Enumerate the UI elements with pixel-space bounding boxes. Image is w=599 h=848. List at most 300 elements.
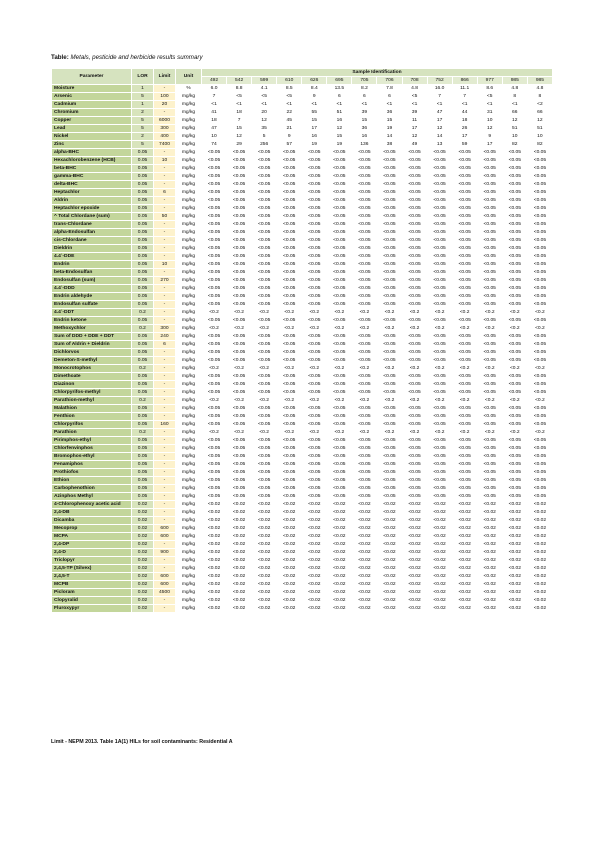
parameter-cell: alpha-Endosulfan (52, 229, 132, 237)
parameter-cell: 2,4-DB (52, 509, 132, 517)
result-cell: <0.05 (477, 253, 502, 261)
result-cell: <0.05 (277, 229, 302, 237)
lor-cell: 0.05 (132, 389, 154, 397)
result-cell: 16 (327, 117, 352, 125)
result-cell: <0.02 (452, 533, 477, 541)
unit-cell: mg/kg (176, 133, 202, 141)
lor-cell: 0.02 (132, 533, 154, 541)
result-cell: <0.05 (402, 469, 427, 477)
parameter-cell: Chlorpyrifos-methyl (52, 389, 132, 397)
result-cell: <0.05 (252, 485, 277, 493)
result-cell: <0.05 (502, 381, 527, 389)
result-cell: <0.05 (277, 285, 302, 293)
result-cell: 22 (277, 109, 302, 117)
result-cell: <0.05 (427, 405, 452, 413)
result-cell: <0.05 (252, 197, 277, 205)
parameter-cell: Monocrotophos (52, 365, 132, 373)
result-cell: <0.2 (277, 309, 302, 317)
result-cell: <0.02 (352, 597, 377, 605)
result-cell: <0.02 (277, 589, 302, 597)
result-cell: <0.02 (352, 581, 377, 589)
result-cell: <0.05 (502, 285, 527, 293)
result-cell: <0.05 (477, 469, 502, 477)
limit-cell: - (154, 149, 176, 157)
result-cell: <0.02 (502, 557, 527, 565)
parameter-cell: Endrin (52, 261, 132, 269)
table-row (52, 141, 553, 149)
result-cell: <0.05 (302, 173, 327, 181)
result-cell: <0.05 (202, 381, 227, 389)
lor-cell: 0.2 (132, 397, 154, 405)
result-cell: 21 (277, 125, 302, 133)
result-cell: <0.05 (227, 205, 252, 213)
result-cell: <0.05 (402, 349, 427, 357)
parameter-cell: Hexachlorobenzene (HCB) (52, 157, 132, 165)
result-cell: <0.02 (252, 501, 277, 509)
result-cell: <0.05 (452, 461, 477, 469)
result-cell: <0.05 (227, 165, 252, 173)
result-cell: <0.05 (527, 261, 552, 269)
result-cell: <0.05 (452, 389, 477, 397)
result-cell: <0.05 (277, 333, 302, 341)
result-cell: <0.05 (427, 453, 452, 461)
parameter-cell: 4.4`-DDD (52, 285, 132, 293)
result-cell: <0.2 (277, 397, 302, 405)
result-cell: <0.05 (277, 293, 302, 301)
lor-cell: 0.2 (132, 365, 154, 373)
result-cell: <0.05 (227, 477, 252, 485)
result-cell: <0.02 (452, 517, 477, 525)
result-cell: <0.02 (202, 533, 227, 541)
result-cell: <0.05 (527, 277, 552, 285)
result-cell: <0.05 (202, 477, 227, 485)
unit-cell: mg/kg (176, 93, 202, 101)
result-cell: <0.05 (202, 333, 227, 341)
result-cell: 51 (527, 125, 552, 133)
result-cell: <0.2 (327, 325, 352, 333)
result-cell: <0.02 (502, 581, 527, 589)
result-cell: <0.05 (452, 381, 477, 389)
unit-cell: mg/kg (176, 397, 202, 405)
result-cell: <0.05 (402, 373, 427, 381)
result-cell: <0.02 (402, 597, 427, 605)
result-cell: <0.02 (377, 557, 402, 565)
result-cell: <0.05 (252, 421, 277, 429)
result-cell: 20 (252, 109, 277, 117)
result-cell: <0.05 (352, 373, 377, 381)
result-cell: <0.2 (302, 397, 327, 405)
result-cell: <0.02 (202, 605, 227, 613)
result-cell: <0.05 (502, 149, 527, 157)
result-cell: <0.05 (302, 493, 327, 501)
result-cell: <0.05 (477, 413, 502, 421)
unit-cell: mg/kg (176, 429, 202, 437)
result-cell: <0.05 (202, 197, 227, 205)
unit-cell: mg/kg (176, 405, 202, 413)
result-cell: <0.02 (327, 525, 352, 533)
result-cell: <0.05 (202, 213, 227, 221)
result-cell: <0.05 (227, 357, 252, 365)
result-cell: <0.05 (452, 213, 477, 221)
result-cell: <0.05 (252, 437, 277, 445)
result-cell: <0.05 (377, 469, 402, 477)
result-cell: 4.8 (502, 85, 527, 93)
result-cell: <0.05 (377, 221, 402, 229)
result-cell: <0.05 (227, 453, 252, 461)
result-cell: <0.05 (352, 341, 377, 349)
result-cell: <0.05 (277, 381, 302, 389)
parameter-cell: Dichlorvos (52, 349, 132, 357)
table-row (52, 245, 553, 253)
result-cell: <0.05 (202, 445, 227, 453)
result-cell: <0.05 (527, 421, 552, 429)
result-cell: <0.05 (477, 229, 502, 237)
result-cell: <0.05 (227, 389, 252, 397)
result-cell: <0.02 (302, 501, 327, 509)
result-cell: <0.05 (352, 269, 377, 277)
result-cell: <0.05 (427, 237, 452, 245)
unit-cell: mg/kg (176, 165, 202, 173)
result-cell: <0.05 (502, 181, 527, 189)
result-cell: <0.02 (202, 541, 227, 549)
result-cell: <0.05 (277, 301, 302, 309)
result-cell: <0.05 (252, 333, 277, 341)
unit-cell: mg/kg (176, 581, 202, 589)
table-row (52, 349, 553, 357)
result-cell: <0.05 (327, 461, 352, 469)
result-cell: <0.02 (227, 565, 252, 573)
lor-cell: 0.02 (132, 589, 154, 597)
result-cell: <0.2 (202, 429, 227, 437)
result-cell: 10 (502, 133, 527, 141)
result-cell: <1 (302, 101, 327, 109)
parameter-cell: Cadmium (52, 101, 132, 109)
result-cell: <0.05 (502, 189, 527, 197)
table-row (52, 469, 553, 477)
table-row (52, 149, 553, 157)
result-cell: <0.05 (302, 413, 327, 421)
result-cell: <0.05 (427, 421, 452, 429)
limit-cell: 900 (154, 549, 176, 557)
result-cell: <0.2 (327, 397, 352, 405)
result-cell: <0.05 (302, 477, 327, 485)
result-cell: <0.02 (202, 509, 227, 517)
result-cell: <0.05 (527, 349, 552, 357)
result-cell: <0.05 (352, 421, 377, 429)
result-cell: <0.05 (352, 413, 377, 421)
lor-cell: 0.05 (132, 445, 154, 453)
limit-cell: - (154, 605, 176, 613)
result-cell: <0.02 (402, 541, 427, 549)
result-cell: <0.05 (277, 373, 302, 381)
result-cell: 45 (277, 117, 302, 125)
unit-cell: mg/kg (176, 381, 202, 389)
result-cell: <5 (277, 93, 302, 101)
result-cell: <0.05 (427, 381, 452, 389)
result-cell: <0.05 (227, 157, 252, 165)
unit-cell: mg/kg (176, 493, 202, 501)
result-cell: <0.02 (202, 525, 227, 533)
result-cell: <0.05 (377, 389, 402, 397)
result-cell: <0.05 (402, 493, 427, 501)
result-cell: 9 (277, 133, 302, 141)
unit-cell: mg/kg (176, 141, 202, 149)
result-cell: <0.05 (527, 301, 552, 309)
lor-cell: 0.05 (132, 301, 154, 309)
result-cell: <0.02 (252, 549, 277, 557)
result-cell: <0.05 (277, 157, 302, 165)
result-cell: <0.02 (377, 597, 402, 605)
result-cell: <0.02 (252, 605, 277, 613)
result-cell: 16.0 (427, 85, 452, 93)
limit-cell: 10 (154, 261, 176, 269)
result-cell: <0.05 (452, 349, 477, 357)
result-cell: 29 (227, 141, 252, 149)
lor-cell: 0.05 (132, 349, 154, 357)
result-cell: <0.05 (227, 213, 252, 221)
result-cell: <0.05 (352, 333, 377, 341)
unit-cell: mg/kg (176, 389, 202, 397)
result-cell: <0.05 (352, 445, 377, 453)
result-cell: <0.02 (427, 589, 452, 597)
result-cell: <0.2 (427, 365, 452, 373)
result-cell: <0.02 (277, 501, 302, 509)
result-cell: <0.05 (477, 453, 502, 461)
unit-cell: mg/kg (176, 117, 202, 125)
result-cell: <0.05 (427, 221, 452, 229)
result-cell: <1 (202, 101, 227, 109)
result-cell: <0.05 (227, 285, 252, 293)
result-cell: <0.05 (227, 461, 252, 469)
limit-cell: 600 (154, 533, 176, 541)
result-cell: <0.05 (327, 253, 352, 261)
result-cell: <0.05 (352, 189, 377, 197)
table-row (52, 445, 553, 453)
result-cell: <0.05 (327, 413, 352, 421)
result-cell: <0.05 (402, 205, 427, 213)
result-cell: <0.02 (352, 509, 377, 517)
result-cell: 49 (402, 141, 427, 149)
table-row (52, 173, 553, 181)
result-cell: <0.02 (427, 533, 452, 541)
result-cell: <0.02 (427, 549, 452, 557)
result-cell: <0.2 (327, 429, 352, 437)
result-cell: <0.05 (352, 173, 377, 181)
result-cell: <0.05 (227, 293, 252, 301)
result-cell: <0.05 (402, 461, 427, 469)
lor-cell: 0.05 (132, 181, 154, 189)
unit-cell: mg/kg (176, 261, 202, 269)
result-cell: <0.05 (527, 253, 552, 261)
parameter-cell: trans-Chlordane (52, 221, 132, 229)
result-cell: <0.02 (302, 549, 327, 557)
result-cell: <0.05 (277, 173, 302, 181)
limit-cell: - (154, 301, 176, 309)
result-cell: <0.02 (502, 589, 527, 597)
result-cell: <0.02 (527, 589, 552, 597)
unit-cell: mg/kg (176, 533, 202, 541)
result-cell: <0.05 (477, 189, 502, 197)
result-cell: <0.05 (427, 189, 452, 197)
result-cell: <0.02 (302, 605, 327, 613)
limit-cell: 4500 (154, 589, 176, 597)
result-cell: <0.05 (327, 389, 352, 397)
result-cell: <0.05 (402, 237, 427, 245)
lor-cell: 0.05 (132, 173, 154, 181)
result-cell: <0.05 (227, 149, 252, 157)
result-cell: <0.05 (427, 341, 452, 349)
unit-cell: mg/kg (176, 125, 202, 133)
result-cell: <0.05 (327, 293, 352, 301)
result-cell: <0.2 (527, 397, 552, 405)
result-cell: <0.05 (427, 229, 452, 237)
unit-cell: mg/kg (176, 213, 202, 221)
result-cell: <0.05 (477, 205, 502, 213)
result-cell: 13 (427, 141, 452, 149)
limit-cell: - (154, 197, 176, 205)
lor-cell: 5 (132, 117, 154, 125)
result-cell: <0.02 (377, 605, 402, 613)
result-cell: <0.05 (377, 349, 402, 357)
result-cell: <0.05 (302, 149, 327, 157)
result-cell: <0.05 (202, 237, 227, 245)
result-cell: <0.02 (452, 541, 477, 549)
result-cell: <0.05 (327, 357, 352, 365)
result-cell: <0.05 (227, 333, 252, 341)
lor-cell: 0.02 (132, 517, 154, 525)
result-cell: <0.05 (452, 293, 477, 301)
unit-cell: mg/kg (176, 573, 202, 581)
result-cell: <0.02 (352, 589, 377, 597)
result-cell: <0.05 (252, 389, 277, 397)
result-cell: <0.05 (527, 213, 552, 221)
result-cell: <0.02 (452, 565, 477, 573)
result-cell: <0.05 (252, 269, 277, 277)
result-cell: <0.05 (302, 261, 327, 269)
result-cell: <0.02 (452, 525, 477, 533)
result-cell: <0.05 (502, 437, 527, 445)
result-cell: <0.05 (277, 357, 302, 365)
result-cell: <0.02 (277, 525, 302, 533)
lor-cell: 0.05 (132, 261, 154, 269)
result-cell: <0.2 (452, 397, 477, 405)
result-cell: 9 (477, 133, 502, 141)
result-cell: <0.05 (352, 253, 377, 261)
limit-cell: 6 (154, 341, 176, 349)
result-cell: <0.05 (402, 357, 427, 365)
result-cell: <0.02 (327, 509, 352, 517)
result-cell: <0.05 (502, 445, 527, 453)
limit-cell: 10 (154, 157, 176, 165)
result-cell: <0.02 (527, 605, 552, 613)
result-cell: <0.02 (502, 597, 527, 605)
result-cell: <0.02 (277, 533, 302, 541)
result-cell: <0.02 (327, 517, 352, 525)
lor-cell: 0.05 (132, 269, 154, 277)
result-cell: <0.05 (277, 277, 302, 285)
result-cell: <0.05 (302, 469, 327, 477)
result-cell: <0.02 (402, 589, 427, 597)
result-cell: <0.05 (327, 149, 352, 157)
result-cell: 35 (252, 125, 277, 133)
result-cell: <0.02 (202, 557, 227, 565)
result-cell: <0.05 (277, 189, 302, 197)
result-cell: <0.05 (402, 245, 427, 253)
result-cell: <0.05 (527, 165, 552, 173)
result-cell: <0.05 (302, 349, 327, 357)
result-cell: <0.05 (227, 277, 252, 285)
table-row (52, 85, 553, 93)
result-cell: <0.05 (202, 357, 227, 365)
result-cell: <0.05 (502, 317, 527, 325)
unit-cell: mg/kg (176, 445, 202, 453)
result-cell: <0.02 (327, 565, 352, 573)
result-cell: <0.05 (302, 333, 327, 341)
result-cell: <0.05 (202, 493, 227, 501)
result-cell: <0.05 (527, 157, 552, 165)
parameter-cell: Endrin aldehyde (52, 293, 132, 301)
result-cell: <0.05 (352, 245, 377, 253)
parameter-cell: Heptachlor epoxide (52, 205, 132, 213)
result-cell: <0.05 (202, 405, 227, 413)
result-cell: <0.05 (277, 205, 302, 213)
result-cell: <0.05 (377, 493, 402, 501)
result-cell: <0.05 (252, 453, 277, 461)
result-cell: <0.02 (252, 573, 277, 581)
lor-cell: 0.02 (132, 605, 154, 613)
result-cell: <0.05 (377, 157, 402, 165)
table-row (52, 549, 553, 557)
result-cell: <0.05 (452, 197, 477, 205)
result-cell: <0.2 (427, 309, 452, 317)
result-cell: <0.05 (502, 453, 527, 461)
result-cell: <0.05 (377, 405, 402, 413)
table-row (52, 181, 553, 189)
result-cell: 10 (202, 133, 227, 141)
result-cell: <0.2 (527, 429, 552, 437)
result-cell: <0.2 (452, 325, 477, 333)
unit-cell: mg/kg (176, 253, 202, 261)
result-cell: <0.05 (352, 437, 377, 445)
result-cell: <0.05 (227, 261, 252, 269)
result-cell: <0.02 (502, 565, 527, 573)
result-cell: <0.02 (352, 605, 377, 613)
result-cell: <0.02 (302, 581, 327, 589)
result-cell: <0.05 (527, 293, 552, 301)
parameter-cell: beta-BHC (52, 165, 132, 173)
result-cell: <0.05 (202, 485, 227, 493)
result-cell: <0.05 (202, 285, 227, 293)
parameter-cell: Dimethoate (52, 373, 132, 381)
result-cell: <0.05 (327, 197, 352, 205)
result-cell: <0.05 (352, 485, 377, 493)
result-cell: <0.02 (202, 581, 227, 589)
result-cell: <0.02 (252, 565, 277, 573)
result-cell: <0.05 (427, 149, 452, 157)
result-cell: <0.2 (352, 365, 377, 373)
unit-cell: mg/kg (176, 469, 202, 477)
result-cell: <0.02 (527, 597, 552, 605)
result-cell: <5 (227, 93, 252, 101)
result-cell: <0.2 (227, 429, 252, 437)
header-unit: Unit (176, 69, 202, 85)
table-body (52, 85, 553, 613)
result-cell: <0.05 (202, 261, 227, 269)
result-cell: <0.05 (377, 421, 402, 429)
result-cell: <0.05 (402, 181, 427, 189)
result-cell: <0.05 (227, 237, 252, 245)
unit-cell: mg/kg (176, 181, 202, 189)
